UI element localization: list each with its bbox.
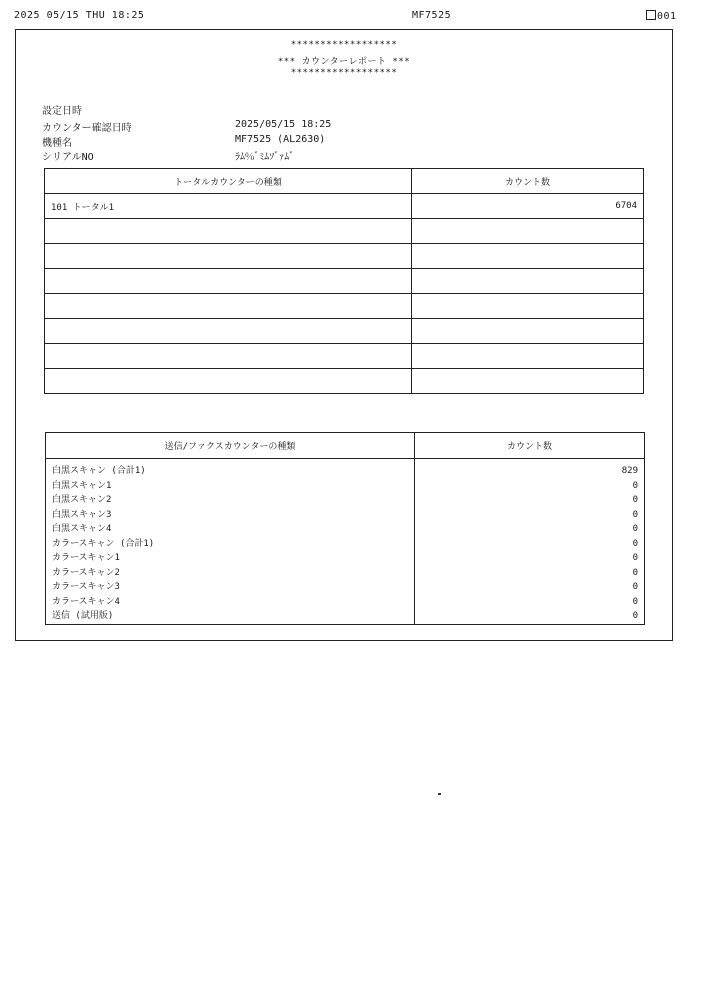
table-body [46,459,645,625]
table-row [45,344,644,369]
counter-type: カラースキャン1 [52,553,120,563]
counter-count: 0 [632,524,638,534]
info-value-counter-datetime: 2025/05/15 18:25 [235,119,332,130]
column-header-count: カウント数 [415,433,645,459]
counter-type: 白黒スキャン1 [52,480,112,491]
counter-type [45,294,412,319]
counter-type [45,319,412,344]
counter-count: 0 [632,567,638,578]
counter-count: 0 [632,596,638,607]
table-row [45,269,644,294]
page-number [646,10,677,22]
info-label-serial: シリアルNO [42,152,94,163]
table-row [45,319,644,344]
counter-count: 0 [632,495,638,505]
info-label-setting-datetime: 設定日時 [42,106,82,117]
counter-count: 0 [632,480,638,491]
counter-count: 0 [632,582,638,592]
table-row [45,244,644,269]
counter-count: 0 [632,611,638,621]
counter-type: カラースキャン3 [52,582,120,592]
column-header-type: トータルカウンターの種類 [45,169,412,194]
counter-type [45,369,412,394]
counter-type [45,219,412,244]
model-name-header: MF7525 [412,10,452,21]
counter-count [412,319,644,344]
counter-type [45,344,412,369]
info-value-serial: ﾗﾑ%ﾞﾐﾑｿﾞｧﾑﾞ [235,152,295,163]
counter-type: 101 トータル1 [45,194,412,219]
counter-count [412,269,644,294]
counter-type: 白黒スキャン4 [52,524,112,534]
report-title: *** カウンターレポート *** [277,57,411,67]
counter-count [412,219,644,244]
stars-bottom: ****************** [290,68,398,78]
counter-type [45,269,412,294]
counter-type: カラースキャン2 [52,567,120,578]
info-label-counter-datetime: カウンター確認日時 [42,123,132,134]
table-header-row [45,169,644,194]
counter-count: 0 [632,553,638,563]
table-row [45,219,644,244]
counter-type [45,244,412,269]
table-row [45,294,644,319]
counter-count [412,244,644,269]
counter-type: カラースキャン4 [52,596,120,607]
counter-type: 送信 (試用版) [52,611,114,621]
info-value-model: MF7525 (AL2630) [235,134,326,145]
table-row [45,194,644,219]
checkbox-icon [646,10,656,20]
print-datetime: 2025 05/15 THU 18:25 [14,10,145,21]
counter-count [412,294,644,319]
counter-type: カラースキャン (合計1) [52,538,155,549]
total-counter-table [44,168,644,394]
table-header-row [46,433,645,459]
counter-count: 6704 [412,194,644,219]
counter-type: 白黒スキャン2 [52,495,112,505]
counter-count-column [415,459,645,625]
report-frame [15,29,673,641]
counter-type-column [46,459,415,625]
table-row [45,369,644,394]
scan-speck [438,793,441,795]
counter-count [412,369,644,394]
send-counter-table [45,432,645,625]
stars-top: ****************** [290,40,398,50]
counter-count: 0 [632,538,638,549]
counter-count: 829 [621,466,638,476]
page-number-text: 001 [657,11,677,22]
column-header-count: カウント数 [412,169,644,194]
counter-type: 白黒スキャン3 [52,509,112,520]
counter-count [412,344,644,369]
info-label-model: 機種名 [42,138,72,149]
counter-type: 白黒スキャン (合計1) [52,466,146,476]
column-header-type: 送信/ファクスカウンターの種類 [46,433,415,459]
counter-count: 0 [632,509,638,520]
